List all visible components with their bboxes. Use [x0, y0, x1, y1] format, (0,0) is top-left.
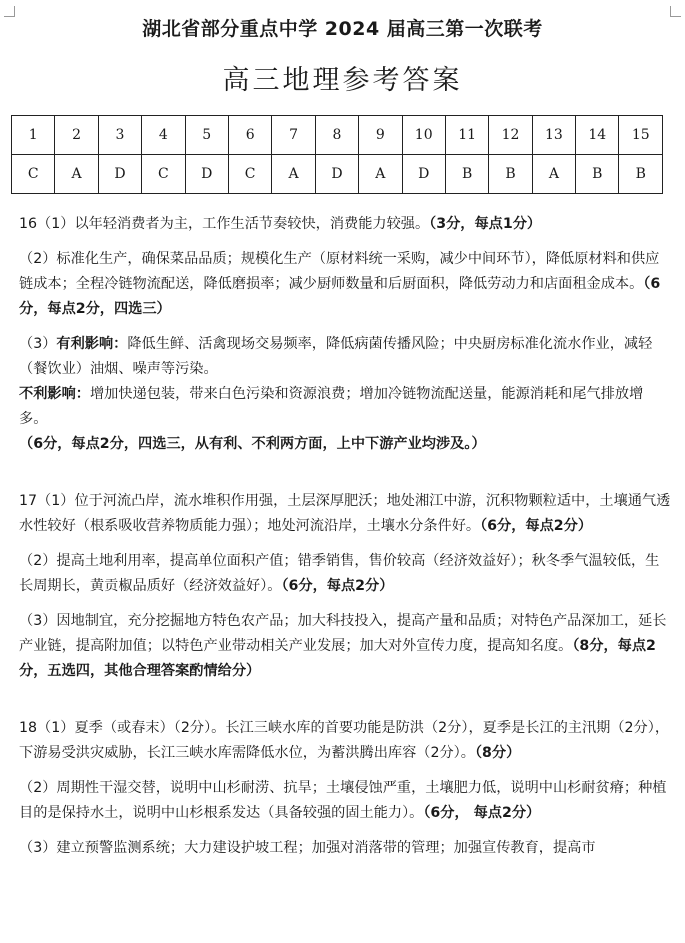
positive-impact-label: 有利影响： [56, 336, 128, 352]
positive-impact-text: 降低生鲜、活禽现场交易频率，降低病菌传播风险；中央厨房标准化流水作业，减轻（餐饮业）油烟、噪声等污染。 [19, 336, 653, 377]
section-gap [19, 694, 671, 716]
q18-part1-text: 18（1）夏季（或春末）（2分）。长江三峡水库的首要功能是防洪（2分），夏季是长江的主汛期（2分），下游易受洪灾威胁，长江三峡水库需降低水位，为蓄洪腾出库容（2分）。 [19, 720, 670, 761]
q17-part2-text: （2）提高土地利用率，提高单位面积产值；错季销售，售价较高（经济效益好）；秋冬季气温较低，生长周期长，黄贡椒品质好（经济效益好）。 [19, 553, 660, 594]
question-number: 10 [402, 116, 445, 155]
q17-part3-score: （8分，每点2分，五选四，其他合理答案酌情给分） [19, 638, 656, 679]
q16-part3-positive [19, 332, 671, 382]
answer-cell: A [532, 155, 575, 194]
question-number: 3 [98, 116, 141, 155]
question-number: 11 [445, 116, 488, 155]
question-number: 2 [55, 116, 98, 155]
question-number: 4 [142, 116, 185, 155]
answer-cell: C [228, 155, 271, 194]
question-number: 6 [228, 116, 271, 155]
question-number: 9 [359, 116, 402, 155]
q18-part3 [19, 836, 671, 861]
answer-key-title: 高三地理参考答案 [222, 65, 463, 96]
answer-cell: D [315, 155, 358, 194]
section-gap [19, 467, 671, 489]
q16-part2-text: （2）标准化生产，确保菜品品质；规模化生产（原材料统一采购，减少中间环节），降低原材料和供应链成本；全程冷链物流配送，降低磨损率；减少厨师数量和后厨面积，降低劳动力和店面租金成本。 [19, 251, 660, 292]
q16-part2-score: （6分，每点2分，四选三） [19, 276, 661, 317]
answer-cell: B [445, 155, 488, 194]
answer-cell: B [489, 155, 532, 194]
negative-impact-text: 增加快递包装，带来白色污染和资源浪费；增加冷链物流配送量，能源消耗和尾气排放增多。 [19, 386, 644, 427]
q17-part2-score: （6分，每点2分） [281, 578, 394, 594]
q16-part3-score: （6分，每点2分，四选三，从有利、不利两方面，上中下游产业均涉及。） [19, 436, 486, 452]
q16-part3-prefix: （3） [19, 336, 57, 352]
question-number: 5 [185, 116, 228, 155]
answer-row [12, 155, 663, 194]
answer-cell: D [185, 155, 228, 194]
q18-part1 [19, 716, 671, 766]
answer-cell: B [619, 155, 663, 194]
question-number: 12 [489, 116, 532, 155]
question-number: 13 [532, 116, 575, 155]
answer-cell: B [576, 155, 619, 194]
q18-part1-score: （8分） [474, 745, 521, 761]
q16-part1-score: （3分，每点1分） [429, 216, 542, 232]
q18-part3-text: （3）建立预警监测系统；大力建设护坡工程；加强对消落带的管理；加强宣传教育，提高市 [19, 840, 596, 856]
q18-part2-text: （2）周期性干湿交替，说明中山杉耐涝、抗旱；土壤侵蚀严重，土壤肥力低，说明中山杉耐贫瘠；种植目的是保持水土，说明中山杉根系发达（具备较强的固土能力）。 [19, 780, 667, 821]
answer-cell: C [142, 155, 185, 194]
answer-content [19, 212, 671, 871]
q17-part1 [19, 489, 671, 539]
q16-part1-text: 16（1）以年轻消费者为主，工作生活节奏较快，消费能力较强。 [19, 216, 430, 232]
q16-part3-score-line [19, 432, 671, 457]
answer-cell: A [359, 155, 402, 194]
q18-part2 [19, 776, 671, 826]
q17-part1-text: 17（1）位于河流凸岸，流水堆积作用强，土层深厚肥沃；地处湘江中游，沉积物颗粒适中，土壤通气透水性较好（根系吸收营养物质能力强）；地处河流沿岸，土壤水分条件好。 [19, 493, 671, 534]
q16-part2 [19, 247, 671, 322]
q18-part2-score: （6分， 每点2分） [423, 805, 541, 821]
q17-part2 [19, 549, 671, 599]
negative-impact-label: 不利影响： [19, 386, 90, 402]
answer-cell: C [12, 155, 55, 194]
answer-cell: D [402, 155, 445, 194]
answer-cell: D [98, 155, 141, 194]
q17-part3 [19, 609, 671, 684]
question-number: 1 [12, 116, 55, 155]
answer-table [11, 115, 663, 194]
q17-part1-score: （6分，每点2分） [480, 518, 593, 534]
question-number: 15 [619, 116, 663, 155]
q16-part1 [19, 212, 671, 237]
answer-cell: A [55, 155, 98, 194]
exam-title: 湖北省部分重点中学 2024 届高三第一次联考 [142, 18, 543, 40]
question-number: 8 [315, 116, 358, 155]
question-number: 7 [272, 116, 315, 155]
q17-part3-text: （3）因地制宜，充分挖掘地方特色农产品；加大科技投入，提高产量和品质；对特色产品深加工，延长产业链，提高附加值；以特色产业带动相关产业发展；加大对外宣传力度，提高知名度。 [19, 613, 667, 654]
question-number-row [12, 116, 663, 155]
q16-part3-negative [19, 382, 671, 432]
question-number: 14 [576, 116, 619, 155]
answer-cell: A [272, 155, 315, 194]
